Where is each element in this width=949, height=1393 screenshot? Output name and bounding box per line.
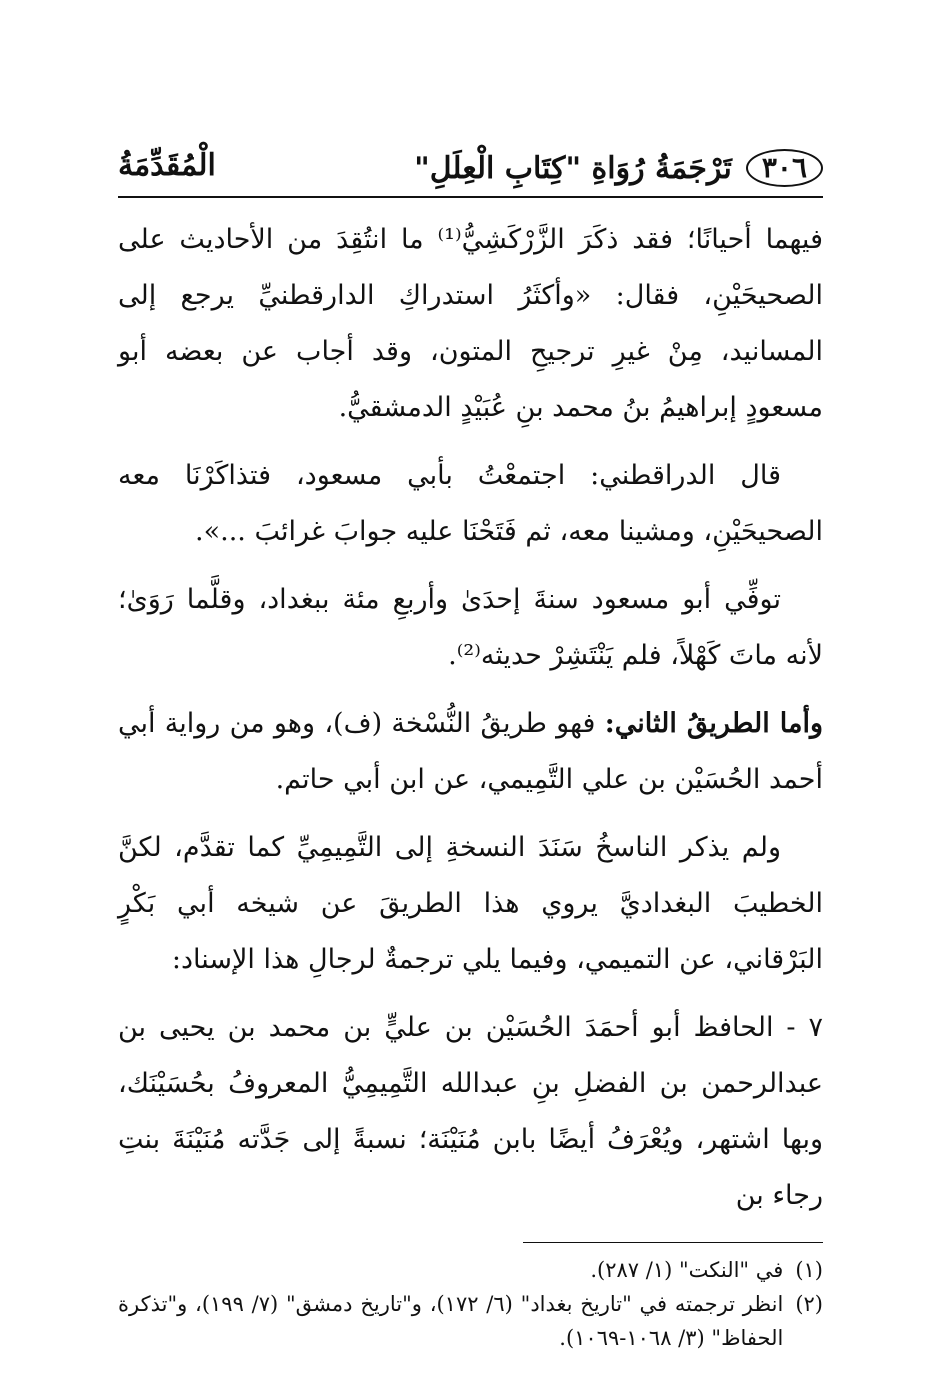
page-header xyxy=(118,140,823,198)
paragraph-text: قال الدراقطني: اجتمعْتُ بأبي مسعود، فتذاكَرْنَا معه الصحيحَيْنِ، ومشينا معه، ثم فَتَحْنَا عليه جوابَ غرائبَ ...». xyxy=(118,460,823,547)
paragraph-text: توفِّي أبو مسعود سنةَ إحدَىٰ وأربعِ مئة ببغداد، وقلَّما رَوَىٰ؛ لأنه ماتَ كَهْلاً، فلم يَنْتَشِرْ حديثه⁽²⁾. xyxy=(118,584,823,671)
paragraph-text: فهو طريقُ النُّسْخة (ف)، وهو من رواية أبي أحمد الحُسَيْن بن علي التَّمِيمي، عن ابن أبي حاتم. xyxy=(118,708,823,795)
section-title: الْمُقَدِّمَةُ xyxy=(118,148,216,183)
footnote-item xyxy=(118,1253,823,1287)
footnote-number: (٢) xyxy=(795,1292,823,1316)
running-title: تَرْجَمَةُ رُوَاةِ "كِتَابِ الْعِلَلِ" xyxy=(414,150,732,186)
book-page xyxy=(118,140,823,1355)
page-number: ٣٠٦ xyxy=(746,149,823,187)
footnote-text: انظر ترجمته في "تاريخ بغداد" (٦/ ١٧٢)، و"تاريخ دمشق" (٧/ ١٩٩)، و"تذكرة الحفاظ" (٣/ ١٠٦٨-١٠٦٩). xyxy=(118,1292,784,1350)
footnote-divider xyxy=(523,1242,823,1243)
paragraph-text: ٧ - الحافظ أبو أحمَدَ الحُسَيْن بن عليٍّ بن محمد بن يحيى بن عبدالرحمن بن الفضلِ بنِ عبدالله التَّمِيمِيُّ المعروفُ بحُسَيْنَك، وبها اشتهر، ويُعْرَفُ أيضًا بابن مُنَيْنَة؛ نسبةً إلى جَدَّته مُنَيْنَةَ بنتِ رجاء بن xyxy=(118,1012,823,1211)
paragraph xyxy=(118,1000,823,1224)
footnote-number: (١) xyxy=(795,1258,823,1282)
footnote-item xyxy=(118,1287,823,1355)
paragraph xyxy=(118,448,823,560)
paragraph-lead: وأما الطريقُ الثاني: xyxy=(604,708,823,739)
paragraph xyxy=(118,696,823,808)
footnotes xyxy=(118,1253,823,1355)
footnote-text: في "النكت" (١/ ٢٨٧). xyxy=(590,1258,784,1282)
paragraph xyxy=(118,212,823,436)
paragraph xyxy=(118,572,823,684)
paragraph-text: ولم يذكر الناسخُ سَنَدَ النسخةِ إلى التَّمِيمِيِّ كما تقدَّم، لكنَّ الخطيبَ البغداديَّ يروي هذا الطريقَ عن شيخه أبي بَكْرٍ البَرْقاني، عن التميمي، وفيما يلي ترجمةٌ لرجالِ هذا الإسناد: xyxy=(118,832,823,975)
paragraph xyxy=(118,820,823,988)
main-text xyxy=(118,212,823,1224)
paragraph-text: فيهما أحيانًا؛ فقد ذكَرَ الزَّرْكَشِيُّ⁽¹⁾ ما انتُقِدَ من الأحاديث على الصحيحَيْنِ، فقال: «وأكثَرُ استدراكِ الدارقطنيِّ يرجع إلى المسانيد، مِنْ غيرِ ترجيحِ المتون، وقد أجاب عن بعضه أبو مسعودٍ إبراهيمُ بنُ محمد بنِ عُبَيْدٍ الدمشقيُّ. xyxy=(118,224,823,423)
